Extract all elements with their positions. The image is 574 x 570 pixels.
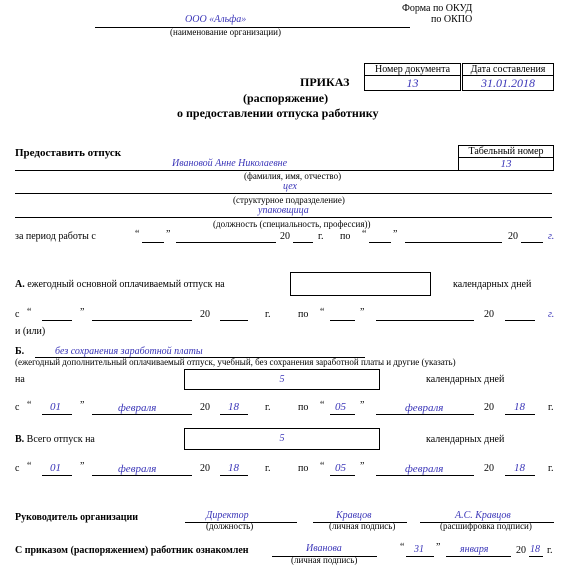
section-a-days-label: календарных дней [453,279,532,290]
section-b-to-month-line [376,414,474,415]
org-name: ООО «Альфа» [185,14,247,25]
section-b-from-g: г. [265,402,271,413]
position-value: упаковщица [258,205,309,216]
acknowledge-label: С приказом (распоряжением) работник ознакомлен [15,545,249,556]
section-a-s: с [15,309,20,320]
section-b-to-20: 20 [484,402,494,413]
section-b-to-quote-open: “ [320,400,325,411]
section-v-days-value: 5 [279,433,285,444]
period-label: за период работы с [15,231,96,242]
section-b-from-year: 18 [228,401,239,413]
section-b-to-day: 05 [335,401,346,413]
section-v-text [15,434,95,445]
period-to-day-line [369,242,391,243]
ack-g: г. [547,545,553,556]
section-a-to-g: г. [548,309,555,320]
org-caption: (наименование организации) [170,27,281,37]
ack-day-line [406,556,434,557]
ack-year-value: 18 [530,544,540,555]
head-decode-value: А.С. Кравцов [455,510,511,521]
ack-month-value: января [460,544,489,555]
section-b-caption: (ежегодный дополнительный оплачиваемый отпуск, учебный, без сохранения заработной платы и другие (указать) [15,357,456,367]
period-from-20: 20 [280,231,290,242]
period-to-quote-open: “ [362,229,367,240]
period-to-20: 20 [508,231,518,242]
section-v-description: Всего отпуск на [26,434,95,445]
period-from-month-line [176,242,276,243]
section-a-from-20: 20 [200,309,210,320]
section-v-to-quote-close: ” [360,461,365,472]
section-v-to-year-line [505,475,535,476]
period-po: по [340,231,351,242]
head-position-caption: (должность) [206,521,254,531]
section-b-from-year-line [220,414,248,415]
section-a-to-quote-close: ” [360,307,365,318]
employee-signature-caption: (личная подпись) [291,555,358,565]
section-b-s: с [15,402,20,413]
section-b-days-label: календарных дней [426,374,505,385]
section-b-from-day-line [42,414,72,415]
head-decode-caption: (расшифровка подписи) [440,521,532,531]
section-v-to-year: 18 [514,462,525,474]
section-b-to-day-line [330,414,355,415]
section-v-to-quote-open: “ [320,461,325,472]
tab-number-header: Табельный номер [458,145,554,158]
section-a-ili: и (или) [15,326,46,337]
employee-name-value: Ивановой Анне Николаевне [172,158,288,169]
section-a-letter: А. [15,279,25,290]
section-b-days-box[interactable] [184,369,380,390]
section-v-from-month-line [92,475,192,476]
period-from-year-line [293,242,313,243]
section-v-to-day: 05 [335,462,346,474]
okud-label: Форма по ОКУД [402,3,473,14]
section-b-to-year-line [505,414,535,415]
section-v-days-label: календарных дней [426,434,505,445]
ack-quote-close: ” [436,542,441,553]
dept-line [15,193,552,194]
doc-number-value: 13 [364,75,461,91]
section-b-from-quote-open: “ [27,400,32,411]
section-b-from-month-line [92,414,192,415]
period-from-quote-close: ” [166,229,171,240]
section-b-to-month: февраля [405,402,444,414]
section-v-to-day-line [330,475,355,476]
head-signature-caption: (личная подпись) [329,521,396,531]
period-to-month-line [405,242,502,243]
section-a-to-month-line [376,320,474,321]
position-line [15,217,552,218]
section-a-from-quote-open: “ [27,307,32,318]
name-caption: (фамилия, имя, отчество) [244,171,342,181]
section-a-from-quote-close: ” [80,307,85,318]
doc-date-header: Дата составления [462,63,554,76]
section-v-from-year: 18 [228,462,239,474]
doc-date-value: 31.01.2018 [462,75,554,91]
section-a-to-year-line [505,320,535,321]
section-v-from-20: 20 [200,463,210,474]
section-b-days-value: 5 [279,374,285,385]
okpo-label: по ОКПО [431,14,473,25]
section-b-to-g: г. [548,402,554,413]
section-v-from-quote-open: “ [27,461,32,472]
section-b-na: на [15,374,25,385]
ack-month-line [446,556,511,557]
section-b-from-quote-close: ” [80,400,85,411]
period-from-g: г. [318,231,324,242]
ack-year-line [529,556,543,557]
section-v-po: по [298,463,309,474]
head-label: Руководитель организации [15,512,139,523]
period-from-quote-open: “ [135,229,140,240]
section-a-po: по [298,309,309,320]
section-b-from-20: 20 [200,402,210,413]
section-a-from-g: г. [265,309,271,320]
section-v-from-quote-close: ” [80,461,85,472]
section-a-days-box[interactable] [290,272,431,296]
section-b-po: по [298,402,309,413]
section-a-description: ежегодный основной оплачиваемый отпуск на [27,279,225,290]
section-b-type-value: без сохранения заработной платы [55,346,203,357]
ack-day-value: 31 [414,544,424,555]
section-v-from-day: 01 [50,462,61,474]
section-b-from-month: февраля [118,402,157,414]
section-b-letter: Б. [15,346,25,357]
section-v-from-month: февраля [118,463,157,475]
section-v-s: с [15,463,20,474]
period-to-quote-close: ” [393,229,398,240]
section-a-from-day-line [42,320,72,321]
tab-number-value: 13 [458,157,554,171]
section-a-from-year-line [220,320,248,321]
section-v-to-20: 20 [484,463,494,474]
section-a-to-quote-open: “ [320,307,325,318]
section-v-to-month-line [376,475,474,476]
title-line2: (распоряжение) [243,91,329,105]
position-caption: (должность (специальность, профессия)) [213,219,371,229]
period-to-year-line [521,242,543,243]
head-signature-value: Кравцов [336,510,372,521]
head-position-value: Директор [206,510,249,521]
dept-caption: (структурное подразделение) [233,195,345,205]
department-value: цех [283,181,297,192]
period-to-g: г. [548,231,555,242]
section-v-to-g: г. [548,463,554,474]
doc-number-header: Номер документа [364,63,461,76]
section-v-from-day-line [42,475,72,476]
section-a-to-day-line [330,320,355,321]
section-v-from-year-line [220,475,248,476]
section-a-from-month-line [92,320,192,321]
ack-quote-open: “ [400,542,405,553]
section-b-to-year: 18 [514,401,525,413]
title-line1: ПРИКАЗ [300,75,350,89]
title-line3: о предоставлении отпуска работнику [177,106,379,120]
section-v-from-g: г. [265,463,271,474]
period-from-day-line [142,242,164,243]
employee-signature-value: Иванова [306,543,342,554]
section-v-letter: В. [15,434,25,445]
section-b-to-quote-close: ” [360,400,365,411]
section-a-text [15,279,225,290]
section-v-days-box[interactable] [184,428,380,450]
grant-label: Предоставить отпуск [15,147,122,159]
section-b-from-day: 01 [50,401,61,413]
section-v-to-month: февраля [405,463,444,475]
ack-20: 20 [516,545,526,556]
section-a-to-20: 20 [484,309,494,320]
